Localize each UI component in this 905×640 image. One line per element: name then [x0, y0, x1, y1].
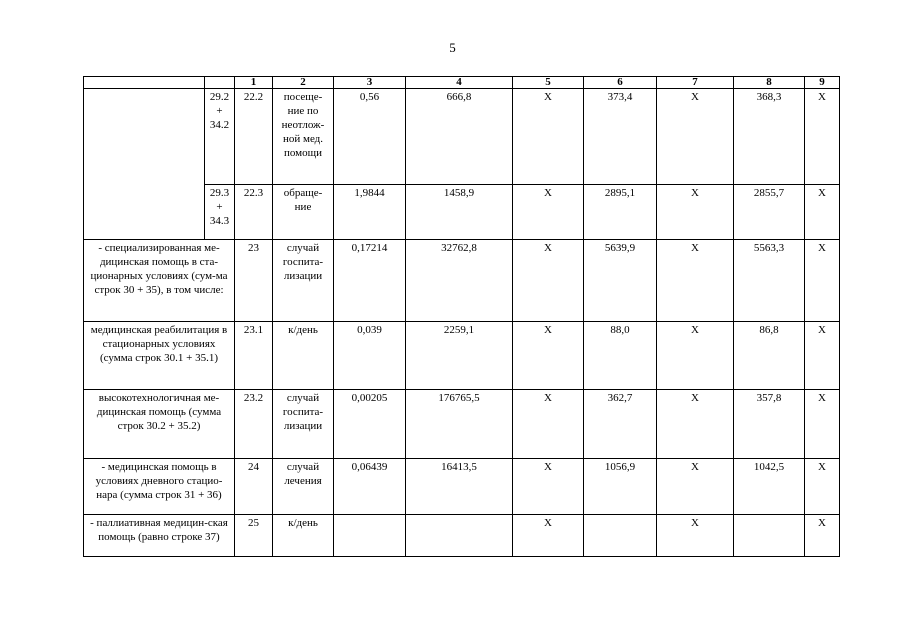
data-table — [83, 76, 840, 557]
header-cell: 9 — [805, 77, 840, 89]
value-cell: X — [805, 322, 840, 390]
unit-cell: к/день — [273, 515, 334, 557]
value-cell: X — [513, 459, 584, 515]
value-cell: 2855,7 — [734, 185, 805, 240]
sub-code-cell: 29.2 + 34.2 — [205, 89, 235, 185]
header-cell: 8 — [734, 77, 805, 89]
row-label: - специализированная ме-дицинская помощь в ста-ционарных условиях (сум-ма строк 30 + 35), в том числе: — [84, 240, 235, 322]
table-row — [84, 390, 840, 459]
value-cell: 5639,9 — [584, 240, 657, 322]
value-cell: X — [513, 240, 584, 322]
code-cell: 23.1 — [235, 322, 273, 390]
value-cell: 2895,1 — [584, 185, 657, 240]
value-cell — [406, 515, 513, 557]
value-cell: 666,8 — [406, 89, 513, 185]
table-row — [84, 515, 840, 557]
header-cell: 1 — [235, 77, 273, 89]
value-cell: 368,3 — [734, 89, 805, 185]
unit-cell: случай госпита-лизации — [273, 390, 334, 459]
header-cell: 2 — [273, 77, 334, 89]
value-cell: X — [805, 89, 840, 185]
unit-cell: посеще-ние по неотлож-ной мед. помощи — [273, 89, 334, 185]
value-cell — [334, 515, 406, 557]
code-cell: 22.3 — [235, 185, 273, 240]
table-row — [84, 322, 840, 390]
header-cell: 3 — [334, 77, 406, 89]
value-cell: X — [513, 185, 584, 240]
value-cell: 0,56 — [334, 89, 406, 185]
value-cell: X — [805, 515, 840, 557]
code-cell: 25 — [235, 515, 273, 557]
value-cell: 1056,9 — [584, 459, 657, 515]
row-label: - медицинская помощь в условиях дневного стацио-нара (сумма строк 31 + 36) — [84, 459, 235, 515]
value-cell: X — [805, 240, 840, 322]
value-cell: 357,8 — [734, 390, 805, 459]
value-cell: X — [657, 459, 734, 515]
value-cell: X — [657, 515, 734, 557]
code-cell: 22.2 — [235, 89, 273, 185]
value-cell: 1458,9 — [406, 185, 513, 240]
value-cell: X — [657, 185, 734, 240]
sub-code-cell: 29.3 + 34.3 — [205, 185, 235, 240]
header-blank — [84, 77, 205, 89]
row-label: - паллиативная медицин-ская помощь (равно строке 37) — [84, 515, 235, 557]
value-cell: X — [513, 89, 584, 185]
unit-cell: к/день — [273, 322, 334, 390]
code-cell: 23 — [235, 240, 273, 322]
value-cell: X — [513, 390, 584, 459]
header-cell: 7 — [657, 77, 734, 89]
value-cell: 0,00205 — [334, 390, 406, 459]
value-cell: 373,4 — [584, 89, 657, 185]
value-cell — [734, 515, 805, 557]
value-cell: X — [513, 322, 584, 390]
unit-cell: случай лечения — [273, 459, 334, 515]
value-cell: X — [805, 390, 840, 459]
header-cell: 4 — [406, 77, 513, 89]
value-cell: X — [657, 322, 734, 390]
value-cell: 1,9844 — [334, 185, 406, 240]
value-cell: X — [657, 390, 734, 459]
value-cell: 176765,5 — [406, 390, 513, 459]
table-row — [84, 459, 840, 515]
value-cell: X — [657, 240, 734, 322]
value-cell: 0,06439 — [334, 459, 406, 515]
value-cell: X — [513, 515, 584, 557]
header-cell: 5 — [513, 77, 584, 89]
code-cell: 23.2 — [235, 390, 273, 459]
value-cell: X — [805, 459, 840, 515]
unit-cell: случай госпита-лизации — [273, 240, 334, 322]
table-row — [84, 89, 840, 185]
value-cell: 5563,3 — [734, 240, 805, 322]
value-cell — [584, 515, 657, 557]
row-label: высокотехнологичная ме-дицинская помощь (сумма строк 30.2 + 35.2) — [84, 390, 235, 459]
unit-cell: обраще-ние — [273, 185, 334, 240]
value-cell: 32762,8 — [406, 240, 513, 322]
value-cell: 0,039 — [334, 322, 406, 390]
value-cell: 16413,5 — [406, 459, 513, 515]
value-cell: 2259,1 — [406, 322, 513, 390]
value-cell: 1042,5 — [734, 459, 805, 515]
value-cell: 0,17214 — [334, 240, 406, 322]
page-number: 5 — [449, 40, 456, 55]
value-cell: 362,7 — [584, 390, 657, 459]
header-cell: 6 — [584, 77, 657, 89]
value-cell: X — [805, 185, 840, 240]
table-header-row — [84, 77, 840, 89]
value-cell: 88,0 — [584, 322, 657, 390]
value-cell: 86,8 — [734, 322, 805, 390]
code-cell: 24 — [235, 459, 273, 515]
table-row — [84, 240, 840, 322]
header-blank-sub — [205, 77, 235, 89]
row-label: медицинская реабилитация в стационарных условиях (сумма строк 30.1 + 35.1) — [84, 322, 235, 390]
empty-label-cell — [84, 89, 205, 240]
value-cell: X — [657, 89, 734, 185]
